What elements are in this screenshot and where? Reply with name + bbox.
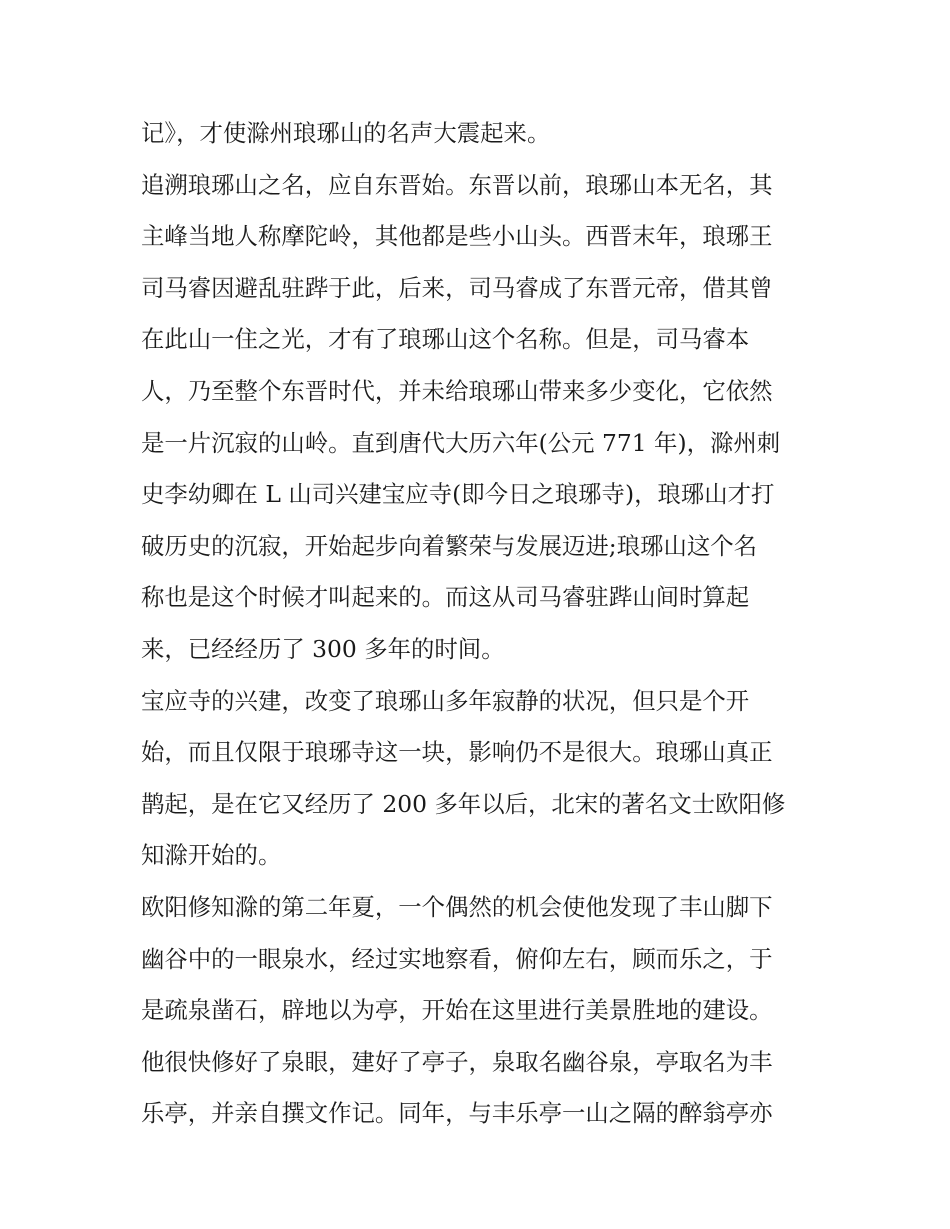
text-line-14: 鹊起，是在它又经历了 200 多年以后，北宋的著名文士欧阳修	[141, 789, 786, 818]
text-line-6: 人，乃至整个东晋时代，并未给琅琊山带来多少变化，它依然	[141, 376, 773, 405]
body-text	[141, 108, 813, 1140]
text-line-7: 是一片沉寂的山岭。直到唐代大历六年(公元 771 年)，滁州刺	[141, 428, 781, 457]
text-line-2: 追溯琅琊山之名，应自东晋始。东晋以前，琅琊山本无名，其	[141, 170, 773, 199]
text-line-19: 他很快修好了泉眼，建好了亭子，泉取名幽谷泉，亭取名为丰	[141, 1047, 773, 1076]
text-line-4: 司马睿因避乱驻跸于此，后来，司马睿成了东晋元帝，借其曾	[141, 273, 773, 302]
text-line-8: 史李幼卿在 L 山司兴建宝应寺(即今日之琅琊寺)，琅琊山才打	[141, 480, 775, 509]
text-line-15: 知滁开始的。	[141, 841, 282, 870]
text-line-13: 始，而且仅限于琅琊寺这一块，影响仍不是很大。琅琊山真正	[141, 738, 773, 767]
text-line-9: 破历史的沉寂，开始起步向着繁荣与发展迈进;琅琊山这个名	[141, 531, 758, 560]
text-line-10: 称也是这个时候才叫起来的。而这从司马睿驻跸山间时算起	[141, 583, 750, 612]
text-line-11: 来，已经经历了 300 多年的时间。	[141, 634, 505, 663]
text-line-20: 乐亭，并亲自撰文作记。同年，与丰乐亭一山之隔的醉翁亭亦	[141, 1099, 773, 1128]
text-line-12: 宝应寺的兴建，改变了琅琊山多年寂静的状况，但只是个开	[141, 686, 750, 715]
text-line-18: 是疏泉凿石，辟地以为亭，开始在这里进行美景胜地的建设。	[141, 996, 773, 1025]
text-line-17: 幽谷中的一眼泉水，经过实地察看，俯仰左右，顾而乐之，于	[141, 944, 773, 973]
text-line-3: 主峰当地人称摩陀岭，其他都是些小山头。西晋末年，琅琊王	[141, 222, 773, 251]
text-line-1: 记》，才使滁州琅琊山的名声大震起来。	[141, 119, 551, 147]
text-line-5: 在此山一住之光，才有了琅琊山这个名称。但是，司马睿本	[141, 325, 750, 354]
text-line-16: 欧阳修知滁的第二年夏，一个偶然的机会使他发现了丰山脚下	[141, 892, 773, 921]
